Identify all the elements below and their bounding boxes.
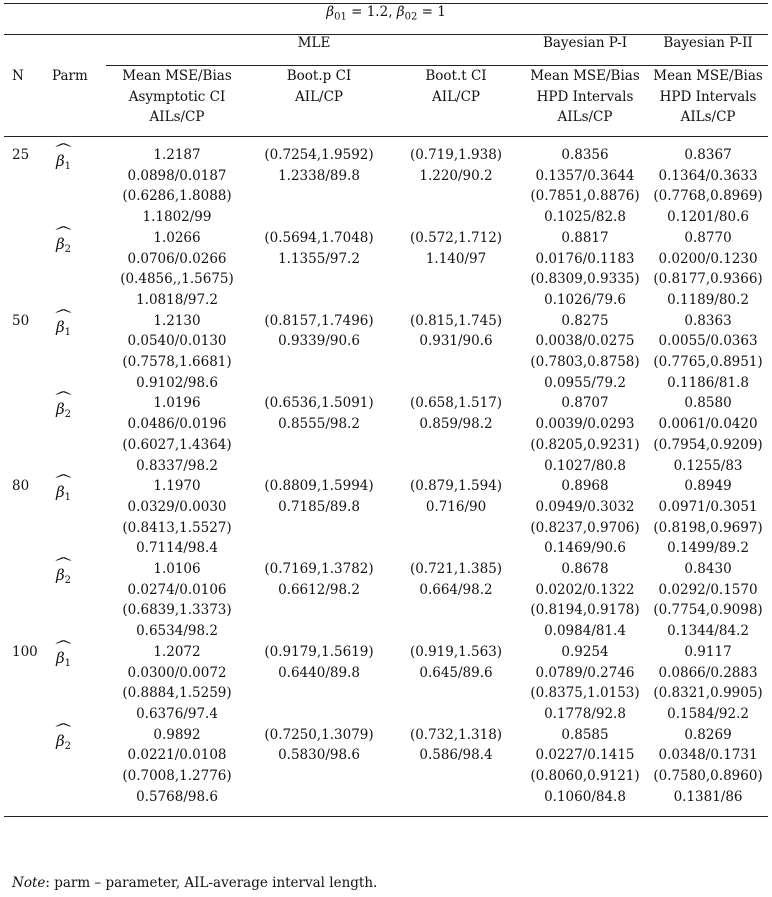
cell-value: 1.2130 xyxy=(153,312,201,329)
cell-value: 0.0955/79.2 xyxy=(544,374,626,391)
cell-bayes2 xyxy=(648,137,768,228)
cell-asym xyxy=(106,725,248,816)
cell-value: 0.0486/0.0196 xyxy=(127,416,227,433)
cell-value: (0.732,1.318) xyxy=(409,726,503,743)
cell-value: 0.5768/98.6 xyxy=(136,788,218,805)
cell-value: (0.879,1.594) xyxy=(409,478,503,495)
cell-value: (0.8194,0.9178) xyxy=(530,602,640,619)
cell-value: 0.1186/81.8 xyxy=(667,374,749,391)
cell-value: (0.572,1.712) xyxy=(409,229,503,246)
cell-value: 0.0348/0.1731 xyxy=(658,747,758,764)
cell-value: 0.0039/0.0293 xyxy=(535,416,635,433)
hat-accent: ^ xyxy=(52,306,75,321)
caption-beta2-value: = 1 xyxy=(417,4,446,20)
cell-bayes1 xyxy=(522,559,648,642)
parameter-symbol xyxy=(52,389,75,422)
cell-value: 0.8949 xyxy=(684,478,732,495)
beta-subscript: 2 xyxy=(64,243,72,255)
cell-value: 0.1364/0.3633 xyxy=(658,167,758,184)
cell-value: 1.1970 xyxy=(153,478,201,495)
cell-asym xyxy=(106,311,248,394)
beta-subscript: 2 xyxy=(64,575,72,587)
cell-value: 0.8430 xyxy=(684,561,732,578)
cell-bootp xyxy=(248,476,390,559)
table-body xyxy=(4,4,768,817)
cell-value: (0.7803,0.8758) xyxy=(530,354,640,371)
hat-accent: ^ xyxy=(52,141,75,155)
cell-value: (0.7851,0.8876) xyxy=(530,188,640,205)
cell-value: (0.6839,1.3373) xyxy=(122,602,232,619)
cell-value: 0.1344/84.2 xyxy=(667,623,749,640)
cell-value: 0.8678 xyxy=(561,561,609,578)
cell-boott xyxy=(390,393,522,476)
cell-bayes2 xyxy=(648,559,768,642)
caption-beta2-subscript: 02 xyxy=(404,11,418,23)
cell-value: (0.9179,1.5619) xyxy=(264,643,374,660)
beta-subscript: 1 xyxy=(64,161,72,172)
note-label: Note xyxy=(12,875,46,891)
cell-value: 0.8275 xyxy=(561,312,609,329)
table-note xyxy=(12,875,377,891)
cell-boott xyxy=(390,137,522,228)
cell-value: 0.0789/0.2746 xyxy=(535,664,635,681)
cell-value: 0.0061/0.0420 xyxy=(658,416,758,433)
caption-row xyxy=(4,4,768,35)
cell-value: 1.2187 xyxy=(153,147,201,163)
header-boot-t: Boot.t CI AIL/CP xyxy=(390,66,522,137)
cell-value: (0.8237,0.9706) xyxy=(530,519,640,536)
cell-parameter xyxy=(48,223,106,311)
cell-value: 0.8337/98.2 xyxy=(136,457,218,474)
table-row xyxy=(4,559,768,642)
cell-value: 0.716/90 xyxy=(425,498,487,515)
cell-value: 0.0038/0.0275 xyxy=(535,333,635,350)
cell-value: 0.0329/0.0030 xyxy=(127,498,227,515)
cell-parameter xyxy=(48,137,106,228)
cell-bayes1 xyxy=(522,137,648,228)
table-row xyxy=(4,393,768,476)
cell-value: 1.220/90.2 xyxy=(419,167,493,184)
cell-value: 1.0106 xyxy=(153,561,201,578)
beta-subscript: 1 xyxy=(64,492,72,504)
cell-value: 1.2072 xyxy=(153,643,201,660)
cell-bayes1 xyxy=(522,228,648,311)
sub-header-row xyxy=(4,66,768,137)
table-row xyxy=(4,137,768,228)
beta-subscript: 2 xyxy=(64,740,72,752)
beta-symbol: β xyxy=(56,317,65,336)
cell-value: 0.8555/98.2 xyxy=(278,416,360,433)
cell-bootp xyxy=(248,559,390,642)
cell-bootp xyxy=(248,137,390,228)
cell-value: 0.9117 xyxy=(684,643,732,660)
cell-value: 0.8367 xyxy=(684,147,732,163)
table-row xyxy=(4,228,768,311)
cell-boott xyxy=(390,311,522,394)
results-table xyxy=(4,3,768,817)
cell-value: 0.645/89.6 xyxy=(419,664,493,681)
cell-bayes1 xyxy=(522,311,648,394)
parameter-symbol xyxy=(52,472,75,505)
cell-value: (0.8321,0.9905) xyxy=(653,685,763,702)
cell-value: 0.0200/0.1230 xyxy=(658,250,758,267)
beta-symbol: β xyxy=(56,566,65,585)
cell-value: 0.9254 xyxy=(561,643,609,660)
cell-value: 0.9339/90.6 xyxy=(278,333,360,350)
parameter-symbol xyxy=(52,720,75,754)
cell-value: (0.7754,0.9098) xyxy=(653,602,763,619)
cell-value: (0.8177,0.9366) xyxy=(653,271,763,288)
cell-n xyxy=(4,228,48,311)
beta-symbol: β xyxy=(56,400,65,419)
cell-asym xyxy=(106,642,248,725)
group-bayes-p1: Bayesian P-I xyxy=(522,35,648,66)
cell-value: (0.658,1.517) xyxy=(409,395,503,412)
cell-value: 0.0300/0.0072 xyxy=(127,664,227,681)
caption-beta1-symbol: β xyxy=(326,4,335,20)
cell-n xyxy=(4,559,48,642)
cell-n: 25 xyxy=(12,147,30,163)
parameter-symbol xyxy=(52,223,75,257)
cell-asym xyxy=(106,476,248,559)
cell-value: 0.8269 xyxy=(684,726,732,743)
cell-bootp xyxy=(248,228,390,311)
cell-value: 0.0202/0.1322 xyxy=(535,581,635,598)
cell-value: 0.1381/86 xyxy=(673,788,743,805)
cell-value: (0.6027,1.4364) xyxy=(122,436,232,453)
cell-bootp xyxy=(248,393,390,476)
beta-symbol: β xyxy=(56,234,65,253)
cell-value: (0.7578,1.6681) xyxy=(122,354,232,371)
cell-asym xyxy=(106,393,248,476)
cell-value: 0.664/98.2 xyxy=(419,581,493,598)
cell-asym xyxy=(106,228,248,311)
beta-symbol: β xyxy=(56,648,65,667)
cell-value: 0.8585 xyxy=(561,726,609,743)
hat-accent: ^ xyxy=(52,720,75,735)
cell-value: 0.8580 xyxy=(684,395,732,412)
cell-parameter xyxy=(48,306,106,394)
group-header-row xyxy=(4,35,768,66)
cell-value: 0.7114/98.4 xyxy=(136,540,218,557)
cell-bootp xyxy=(248,642,390,725)
cell-value: 0.6612/98.2 xyxy=(278,581,360,598)
cell-value: 0.9892 xyxy=(153,726,201,743)
cell-parameter xyxy=(48,389,106,476)
note-text: : parm – parameter, AIL-average interval length. xyxy=(45,875,378,891)
cell-value: 0.6534/98.2 xyxy=(136,623,218,640)
group-bayes-p2: Bayesian P-II xyxy=(648,35,768,66)
beta-subscript: 2 xyxy=(64,409,72,421)
cell-bayes2 xyxy=(648,642,768,725)
cell-value: 0.0055/0.0363 xyxy=(658,333,758,350)
beta-symbol: β xyxy=(56,152,65,170)
cell-boott xyxy=(390,559,522,642)
cell-value: (0.8375,1.0153) xyxy=(530,685,640,702)
cell-value: 0.8968 xyxy=(561,478,609,495)
cell-value: 0.5830/98.6 xyxy=(278,747,360,764)
cell-value: 1.1802/99 xyxy=(142,209,212,226)
cell-value: (0.7250,1.3079) xyxy=(264,726,374,743)
hat-accent: ^ xyxy=(52,389,75,404)
cell-asym xyxy=(106,559,248,642)
cell-n xyxy=(4,725,48,816)
cell-bayes1 xyxy=(522,393,648,476)
cell-boott xyxy=(390,725,522,816)
cell-bayes1 xyxy=(522,642,648,725)
cell-value: 0.0176/0.1183 xyxy=(535,250,635,267)
cell-value: 1.0196 xyxy=(153,395,201,412)
cell-parameter xyxy=(48,472,106,559)
hat-accent: ^ xyxy=(52,223,75,238)
cell-value: (0.8198,0.9697) xyxy=(653,519,763,536)
cell-value: 0.0292/0.1570 xyxy=(658,581,758,598)
header-asymptotic: Mean MSE/Bias Asymptotic CI AILs/CP xyxy=(106,66,248,137)
cell-value: (0.8205,0.9231) xyxy=(530,436,640,453)
cell-value: (0.8060,0.9121) xyxy=(530,768,640,785)
cell-value: (0.6286,1.8088) xyxy=(122,188,232,205)
cell-bayes1 xyxy=(522,476,648,559)
cell-n xyxy=(4,393,48,476)
cell-value: 1.2338/89.8 xyxy=(278,167,360,184)
beta-symbol: β xyxy=(56,483,65,502)
cell-value: 0.8817 xyxy=(561,229,609,246)
hat-accent: ^ xyxy=(52,472,75,487)
hat-accent: ^ xyxy=(52,637,75,652)
table-row xyxy=(4,311,768,394)
cell-boott xyxy=(390,228,522,311)
cell-bayes2 xyxy=(648,476,768,559)
table-row xyxy=(4,642,768,725)
cell-value: 0.8363 xyxy=(684,312,732,329)
cell-value: 0.1357/0.3644 xyxy=(535,167,635,184)
parameter-symbol xyxy=(52,637,75,671)
cell-boott xyxy=(390,476,522,559)
cell-value: 0.1060/84.8 xyxy=(544,788,626,805)
cell-value: 0.0971/0.3051 xyxy=(658,498,758,515)
cell-value: (0.8309,0.9335) xyxy=(530,271,640,288)
caption-beta1-subscript: 01 xyxy=(334,11,347,23)
cell-value: 0.9102/98.6 xyxy=(136,374,218,391)
header-boot-p: Boot.p CI AIL/CP xyxy=(248,66,390,137)
cell-value: 0.859/98.2 xyxy=(419,416,493,433)
cell-value: 0.1027/80.8 xyxy=(544,457,626,474)
cell-value: 0.0221/0.0108 xyxy=(127,747,227,764)
cell-value: 0.0274/0.0106 xyxy=(127,581,227,598)
cell-bayes2 xyxy=(648,393,768,476)
hat-accent: ^ xyxy=(52,555,75,570)
cell-value: (0.719,1.938) xyxy=(409,147,503,163)
table-caption xyxy=(4,4,768,35)
cell-value: 0.0866/0.2883 xyxy=(658,664,758,681)
cell-value: (0.8884,1.5259) xyxy=(122,685,232,702)
table-row xyxy=(4,476,768,559)
cell-value: 0.1189/80.2 xyxy=(667,291,749,308)
cell-value: 0.1584/92.2 xyxy=(667,705,749,722)
cell-value: 0.0706/0.0266 xyxy=(127,250,227,267)
beta-subscript: 1 xyxy=(64,657,72,669)
cell-value: (0.7765,0.8951) xyxy=(653,354,763,371)
cell-bayes2 xyxy=(648,228,768,311)
cell-value: 0.586/98.4 xyxy=(419,747,493,764)
beta-subscript: 1 xyxy=(64,326,72,338)
cell-parameter xyxy=(48,637,106,725)
cell-value: 0.1255/83 xyxy=(673,457,743,474)
header-parm: Parm xyxy=(48,66,106,137)
cell-value: 0.0898/0.0187 xyxy=(127,167,227,184)
cell-value: (0.7768,0.8969) xyxy=(653,188,763,205)
cell-value: (0.721,1.385) xyxy=(409,561,503,578)
cell-value: (0.7954,0.9209) xyxy=(653,436,763,453)
caption-beta2-symbol: β xyxy=(396,4,405,20)
cell-boott xyxy=(390,642,522,725)
header-bayes-p2: Mean MSE/Bias HPD Intervals AILs/CP xyxy=(648,66,768,137)
cell-value: 1.0818/97.2 xyxy=(136,291,218,308)
group-mle: MLE xyxy=(106,35,522,66)
header-bayes-p1: Mean MSE/Bias HPD Intervals AILs/CP xyxy=(522,66,648,137)
cell-value: (0.5694,1.7048) xyxy=(264,229,374,246)
cell-value: 0.1469/90.6 xyxy=(544,540,626,557)
cell-n: 80 xyxy=(12,478,30,495)
beta-symbol: β xyxy=(56,731,65,750)
cell-value: 0.8770 xyxy=(684,229,732,246)
cell-value: 0.7185/89.8 xyxy=(278,498,360,515)
cell-value: 0.1201/80.6 xyxy=(667,209,749,226)
cell-value: (0.8157,1.7496) xyxy=(264,312,374,329)
cell-value: 1.0266 xyxy=(153,229,201,246)
table-row xyxy=(4,725,768,816)
cell-n: 100 xyxy=(12,643,38,660)
cell-value: 0.8356 xyxy=(561,147,609,163)
cell-value: 0.1026/79.6 xyxy=(544,291,626,308)
cell-value: (0.919,1.563) xyxy=(409,643,503,660)
cell-bayes2 xyxy=(648,725,768,816)
cell-value: 0.0540/0.0130 xyxy=(127,333,227,350)
cell-value: (0.8413,1.5527) xyxy=(122,519,232,536)
cell-value: 1.1355/97.2 xyxy=(278,250,360,267)
cell-bootp xyxy=(248,311,390,394)
cell-value: 0.0949/0.3032 xyxy=(535,498,635,515)
cell-value: (0.7580,0.8960) xyxy=(653,768,763,785)
cell-value: 0.1025/82.8 xyxy=(544,209,626,226)
cell-value: (0.8809,1.5994) xyxy=(264,478,374,495)
cell-value: (0.7254,1.9592) xyxy=(264,147,374,163)
cell-value: 0.0984/81.4 xyxy=(544,623,626,640)
parameter-symbol xyxy=(52,306,75,340)
caption-beta1-value: = 1.2, xyxy=(346,4,397,20)
cell-value: 0.1778/92.8 xyxy=(544,705,626,722)
cell-value: (0.7008,1.2776) xyxy=(122,768,232,785)
cell-bayes1 xyxy=(522,725,648,816)
parameter-symbol xyxy=(52,141,75,174)
cell-value: 0.1499/89.2 xyxy=(667,540,749,557)
parameter-symbol xyxy=(52,555,75,588)
cell-n: 50 xyxy=(12,312,30,329)
cell-value: (0.7169,1.3782) xyxy=(264,561,374,578)
cell-value: (0.815,1.745) xyxy=(409,312,503,329)
cell-bootp xyxy=(248,725,390,816)
header-n: N xyxy=(4,66,48,137)
cell-parameter xyxy=(48,720,106,816)
cell-value: 0.8707 xyxy=(561,395,609,412)
cell-value: 0.6376/97.4 xyxy=(136,705,218,722)
cell-asym xyxy=(106,137,248,228)
cell-value: 0.6440/89.8 xyxy=(278,664,360,681)
cell-value: (0.4856,,1.5675) xyxy=(120,271,234,288)
cell-parameter xyxy=(48,555,106,642)
cell-value: 0.0227/0.1415 xyxy=(535,747,635,764)
cell-bayes2 xyxy=(648,311,768,394)
cell-value: 1.140/97 xyxy=(425,250,487,267)
cell-value: (0.6536,1.5091) xyxy=(264,395,374,412)
cell-value: 0.931/90.6 xyxy=(419,333,493,350)
